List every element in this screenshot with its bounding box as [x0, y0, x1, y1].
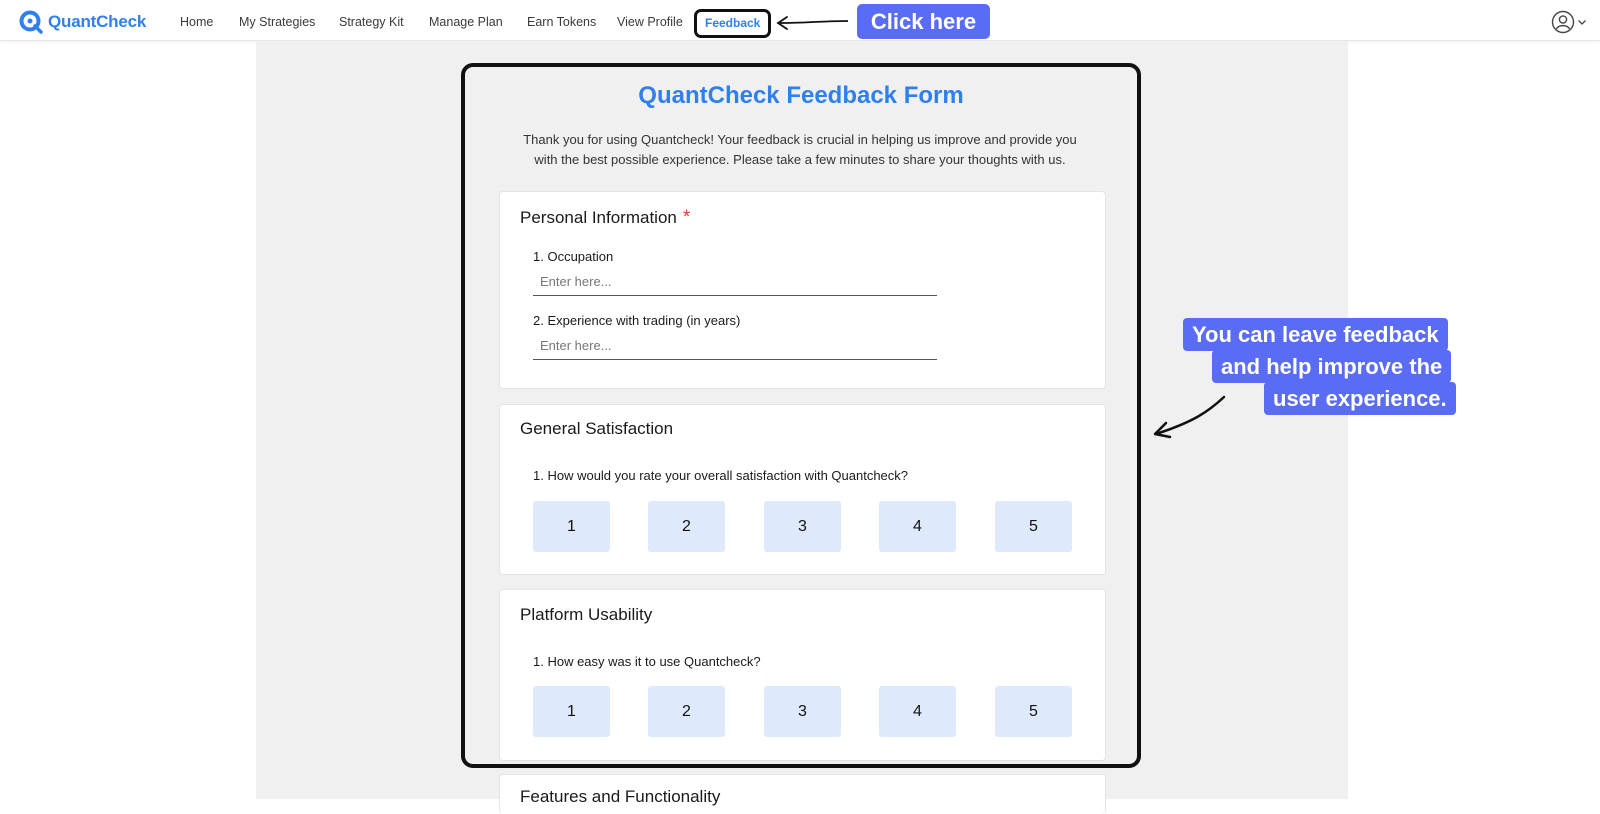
nav-manage-plan[interactable]: Manage Plan	[429, 15, 503, 29]
section-title-usability: Platform Usability	[520, 605, 653, 624]
click-here-callout: Click here	[857, 4, 990, 39]
question-occupation-label: 1. Occupation	[533, 249, 614, 264]
satisfaction-rating-5-button[interactable]: 5	[995, 501, 1072, 552]
satisfaction-rating-3-button[interactable]: 3	[764, 501, 841, 552]
annotation-line: user experience.	[1264, 382, 1456, 415]
nav-view-profile[interactable]: View Profile	[617, 15, 683, 29]
card-features	[499, 774, 1106, 814]
annotation-line: and help improve the	[1212, 350, 1451, 383]
form-intro-line: Thank you for using Quantcheck! Your feedback is crucial in helping us improve and provide you	[523, 132, 1077, 147]
usability-rating-4-button[interactable]: 4	[879, 686, 956, 737]
user-avatar-icon	[1551, 10, 1575, 34]
section-title-text: Personal Information	[520, 208, 677, 227]
satisfaction-rating-1-button[interactable]: 1	[533, 501, 610, 552]
usability-rating-3-button[interactable]: 3	[764, 686, 841, 737]
question-experience-label: 2. Experience with trading (in years)	[533, 313, 741, 328]
section-title-features: Features and Functionality	[520, 787, 721, 806]
form-highlight-frame	[461, 63, 1141, 768]
section-title-satisfaction: General Satisfaction	[520, 419, 674, 438]
question-satisfaction-label: 1. How would you rate your overall satisfaction with Quantcheck?	[533, 468, 909, 483]
usability-rating-5-button[interactable]: 5	[995, 686, 1072, 737]
annotation-line: You can leave feedback	[1183, 318, 1448, 351]
satisfaction-rating-2-button[interactable]: 2	[648, 501, 725, 552]
quantcheck-logo-icon	[19, 10, 43, 34]
nav-my-strategies[interactable]: My Strategies	[239, 15, 316, 29]
brand[interactable]	[19, 11, 146, 33]
brand-name: QuantCheck	[48, 12, 147, 31]
top-navbar	[0, 0, 1600, 41]
form-intro-line: with the best possible experience. Please take a few minutes to share your thoughts with us.	[534, 152, 1066, 167]
usability-rating-2-button[interactable]: 2	[648, 686, 725, 737]
usability-rating-1-button[interactable]: 1	[533, 686, 610, 737]
nav-home[interactable]: Home	[180, 15, 214, 29]
satisfaction-rating-4-button[interactable]: 4	[879, 501, 956, 552]
chevron-down-icon	[1577, 17, 1587, 27]
required-marker: *	[682, 207, 691, 228]
nav-strategy-kit[interactable]: Strategy Kit	[339, 15, 404, 29]
profile-menu[interactable]	[1551, 11, 1591, 33]
page-title: QuantCheck Feedback Form	[638, 82, 964, 109]
nav-feedback[interactable]: Feedback	[705, 16, 761, 30]
question-ease-label: 1. How easy was it to use Quantcheck?	[533, 654, 761, 669]
nav-earn-tokens[interactable]: Earn Tokens	[527, 15, 597, 29]
